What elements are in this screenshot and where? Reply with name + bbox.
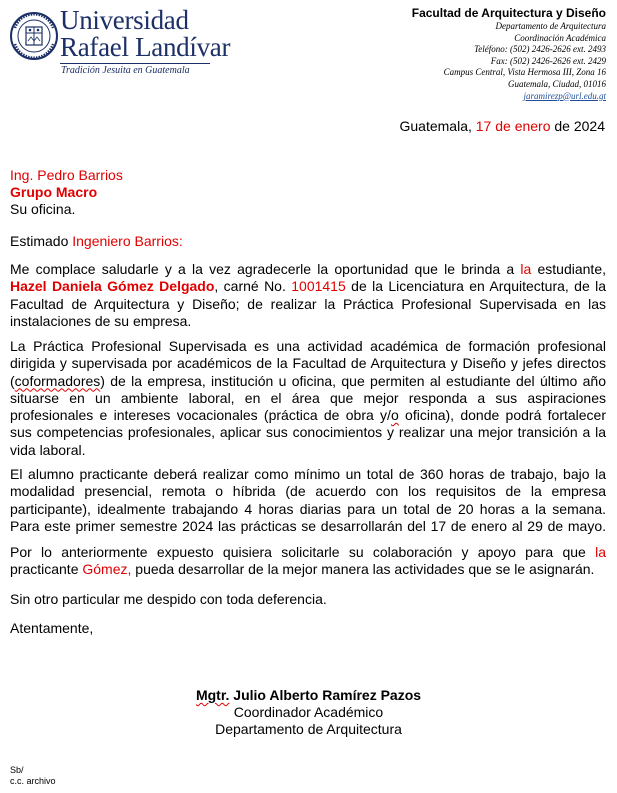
- p1-line2: Hazel Daniela Gómez Delgado, carné No. 1001415 de la Licenciatura en Arquitectura, de la: [10, 278, 607, 295]
- p1-line4: instalaciones de su empresa.: [10, 312, 192, 329]
- department-name: Departamento de Arquitectura: [495, 21, 606, 31]
- p2-line3: (coformadores) de la empresa, institución u oficina, que permiten al estudiante del último año: [10, 372, 606, 389]
- footer-initials: Sb/: [10, 765, 24, 775]
- coordination-name: Coordinación Académica: [514, 32, 606, 43]
- p3-line2: modalidad presencial, remota o híbrida (de acuerdo con los requisitos de la empresa: [10, 483, 606, 500]
- p3-line3: participante), idealmente trabajando 4 horas diarias para un total de 20 horas a la semana.: [10, 500, 606, 517]
- student-carne: 1001415: [291, 278, 346, 295]
- footer-notes: [10, 765, 56, 787]
- phone-number: Teléfono: (502) 2426-2626 ext. 2493: [474, 44, 606, 55]
- letter-date: [400, 118, 606, 134]
- signatory-role: Coordinador Académico: [233, 704, 384, 720]
- paragraph-practice-description: [10, 338, 606, 459]
- salutation-name: Ingeniero Barrios:: [72, 233, 183, 249]
- university-tagline: Tradición Jesuita en Guatemala: [61, 65, 190, 76]
- p2-line5: profesionales e intereses vocacionales (práctica de obra y/o oficina), donde podrá fortalecer: [10, 407, 607, 424]
- salutation: [10, 233, 183, 250]
- closing-phrase: Sin otro particular me despido con toda deferencia.: [10, 591, 327, 607]
- p2-line4: situarse en un ambiente laboral, en el área que mejor responda a sus aspiraciones: [10, 389, 606, 406]
- p1-line1: Me complace saludarle y a la vez agradecerle la oportunidad que le brinda a la estudiante,: [10, 261, 606, 277]
- p1-line3: Facultad de Arquitectura y Diseño; de realizar la Práctica Profesional Supervisada en las: [10, 295, 606, 312]
- university-seal-icon: [9, 6, 59, 66]
- header-divider: [60, 63, 210, 64]
- date-place: Guatemala,: [399, 118, 472, 134]
- city-address: Guatemala, Ciudad, 01016: [508, 78, 606, 89]
- signatory-name: Mgtr. Julio Alberto Ramírez Pazos: [195, 687, 422, 703]
- contact-block: [412, 5, 606, 102]
- p4-line1: Por lo anteriormente expuesto quisiera solicitarle su colaboración y apoyo para que la: [10, 544, 606, 560]
- university-name: [60, 7, 230, 61]
- date-year: de 2024: [554, 118, 605, 134]
- p2-line7: vida laboral.: [10, 441, 86, 458]
- paragraph-request: [10, 544, 606, 579]
- footer-copy: c.c. archivo: [10, 776, 56, 786]
- university-name-line1: Universidad: [60, 5, 189, 35]
- student-surname: Gómez,: [82, 561, 132, 578]
- email-link[interactable]: jaramirezp@url.edu.gt: [523, 90, 606, 101]
- salutation-prefix: Estimado: [10, 233, 69, 249]
- signature-block: [0, 687, 617, 738]
- paragraph-introduction: [10, 261, 606, 330]
- date-day-month: 17 de enero: [475, 118, 551, 134]
- paragraph-requirements: [10, 466, 606, 535]
- university-name-line2: Rafael Landívar: [60, 32, 231, 62]
- closing-atentamente: Atentamente,: [10, 620, 94, 636]
- recipient-office: Su oficina.: [10, 201, 76, 217]
- signatory-department: Departamento de Arquitectura: [215, 721, 402, 737]
- p3-line1: El alumno practicante deberá realizar como mínimo un total de 360 horas de trabajo, bajo la: [10, 466, 606, 482]
- student-name: Hazel Daniela Gómez Delgado: [10, 278, 215, 295]
- campus-address: Campus Central, Vista Hermosa III, Zona 16: [443, 67, 606, 78]
- p2-line1: La Práctica Profesional Supervisada es una actividad académica de formación profesional: [10, 338, 606, 354]
- p4-line2: practicante Gómez, pueda desarrollar de la mejor manera las actividades que se le asignarán.: [10, 561, 595, 578]
- faculty-name: Facultad de Arquitectura y Diseño: [411, 6, 606, 20]
- recipient-name: Ing. Pedro Barrios: [10, 167, 123, 183]
- recipient-company: Grupo Macro: [10, 184, 98, 200]
- p2-line2: dirigida y supervisada por académicos de la Facultad de Arquitectura y Diseño y jefes directos: [10, 355, 606, 372]
- fax-number: Fax: (502) 2426-2626 ext. 2429: [490, 55, 606, 66]
- p3-line4: Para este primer semestre 2024 las prácticas se desarrollarán del 17 de enero al 29 de mayo.: [10, 517, 606, 534]
- p2-line6: sus competencias profesionales, aplicar sus conocimientos y realizar una mejor transición a la: [10, 424, 606, 441]
